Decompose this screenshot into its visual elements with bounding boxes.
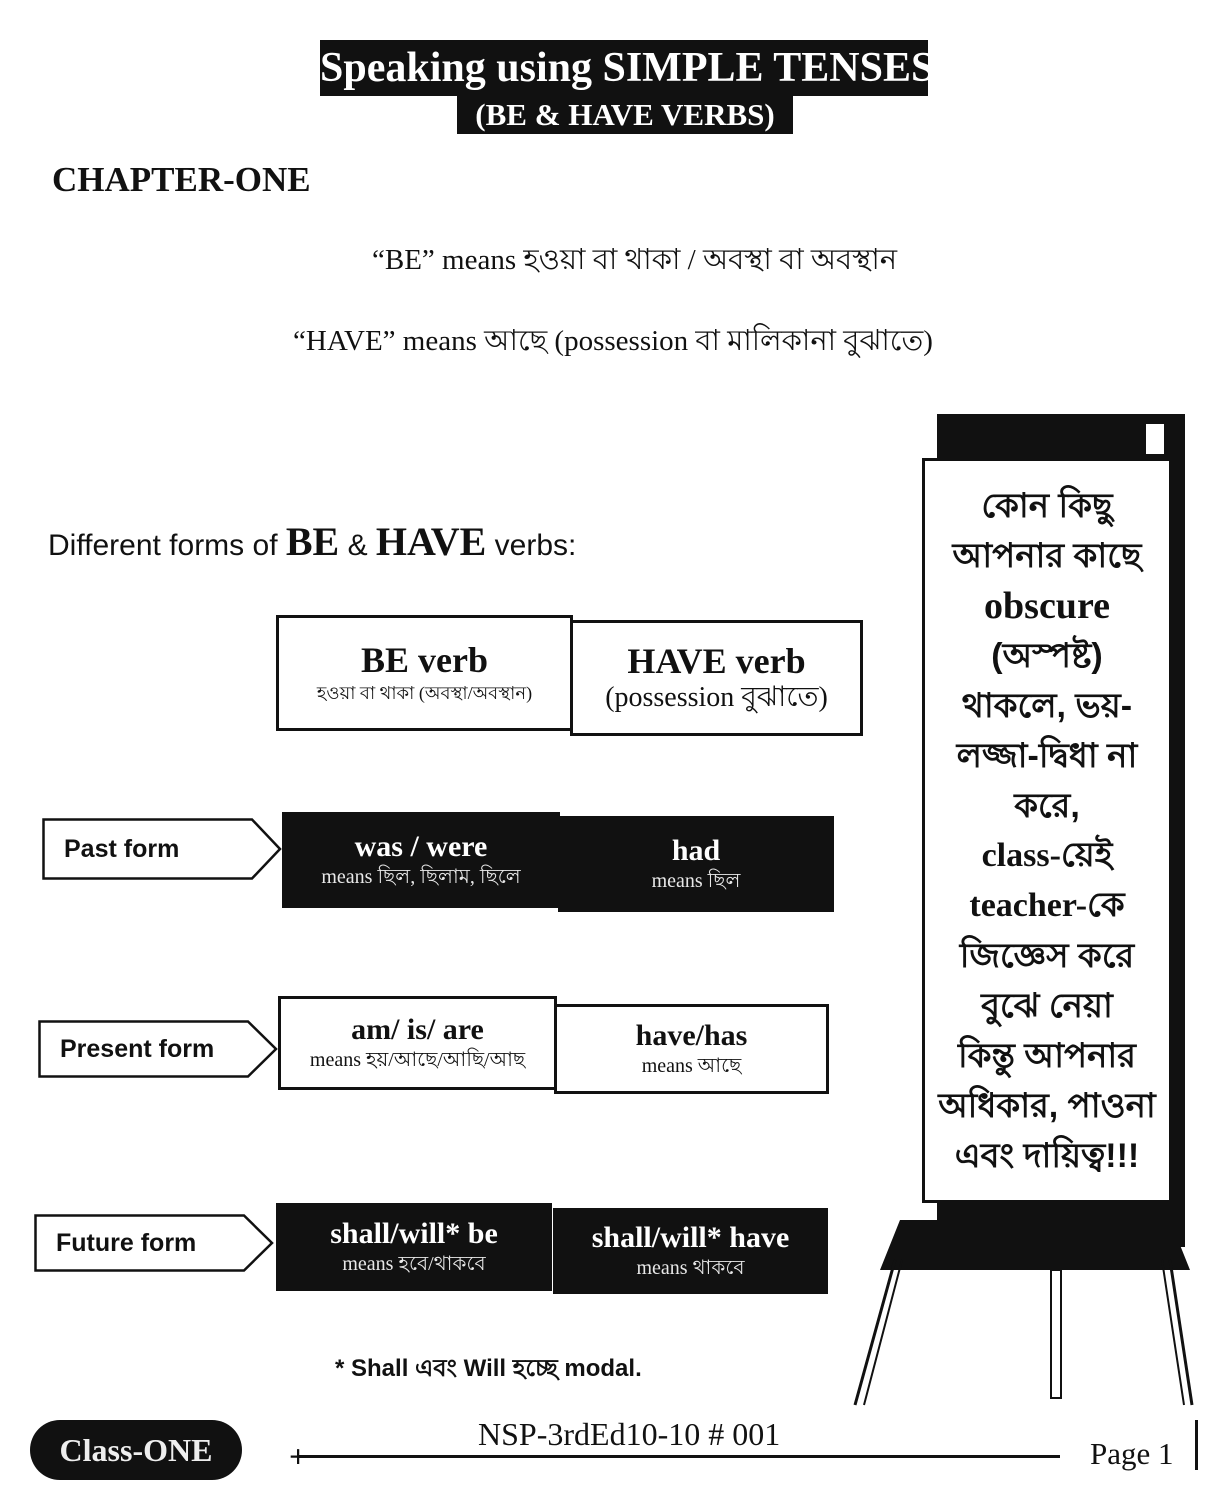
board-line: জিজ্ঞেস করে [959,936,1135,975]
board-line: কোন কিছু [981,486,1113,525]
board-line: (অস্পষ্ট) [991,636,1103,675]
past-have-verb: had [671,834,721,867]
past-have-cell [558,816,834,912]
present-have-meaning: means আছে [641,1055,742,1077]
class-label-badge: Class-ONE [30,1420,242,1480]
board-line: অধিকার, পাওনা [938,1086,1156,1125]
present-have-cell [554,1004,829,1094]
future-have-cell [553,1208,828,1294]
board-line: এবং দায়িত্ব!!! [954,1136,1140,1175]
forms-heading-suffix: verbs: [486,529,577,562]
forms-heading-be: BE [285,519,340,564]
future-be-verb: shall/will* be [330,1217,498,1250]
past-be-meaning: means ছিল, ছিলাম, ছিলে [321,866,521,888]
be-verb-header [276,615,573,731]
have-verb-header-sub: (possession বুঝাতে) [605,682,828,713]
page-subtitle: (BE & HAVE VERBS) [457,96,793,134]
board-line: class-য়েই [981,836,1113,874]
present-be-verb: am/ is/ are [351,1013,484,1046]
board-line: করে, [1014,786,1080,825]
page-number: Page 1 [1090,1436,1174,1471]
have-verb-header [570,620,863,736]
flipchart-text [927,481,1167,1181]
present-be-meaning: means হয়/আছে/আছি/আছ [309,1049,526,1071]
be-meaning: “BE” means হওয়া বা থাকা / অবস্থা বা অবস্থান [372,244,898,276]
past-have-meaning: means ছিল [651,870,741,892]
board-line: থাকলে, ভয়- [961,686,1133,725]
board-line: আপনার কাছে [952,536,1142,575]
modal-note: * Shall এবং Will হচ্ছে modal. [335,1355,642,1382]
past-be-verb: was / were [354,830,488,863]
future-have-verb: shall/will* have [591,1221,790,1254]
flipchart-board [922,458,1172,1203]
forms-heading-amp: & [339,529,376,562]
present-form-label [38,1020,278,1078]
page-title: Speaking using SIMPLE TENSES [320,40,928,96]
footer-edge-mark [1195,1420,1198,1470]
be-verb-header-sub: হওয়া বা থাকা (অবস্থা/অবস্থান) [316,683,533,703]
footer-divider [298,1455,1060,1458]
board-line: বুঝে নেয়া [981,986,1113,1025]
past-be-cell [282,812,560,908]
forms-heading [48,518,576,565]
future-be-meaning: means হবে/থাকবে [342,1253,486,1275]
present-have-verb: have/has [635,1019,748,1052]
board-line: কিন্তু আপনার [958,1036,1136,1075]
future-have-meaning: means থাকবে [636,1257,745,1279]
be-verb-header-title: BE verb [360,640,488,680]
plus-icon: + [289,1438,308,1474]
have-verb-header-title: HAVE verb [627,641,806,681]
forms-heading-prefix: Different forms of [48,529,286,562]
board-line: লজ্জা-দ্বিধা না [956,736,1138,775]
board-line: teacher-কে [969,886,1125,924]
have-meaning: “HAVE” means আছে (possession বা মালিকানা বুঝাতে) [293,325,933,357]
present-be-cell [278,996,557,1090]
document-code: NSP-3rdEd10-10 # 001 [478,1416,781,1452]
chapter-heading: CHAPTER-ONE [52,160,311,199]
past-form-text: Past form [64,834,180,863]
future-form-text: Future form [56,1228,197,1257]
forms-heading-have: HAVE [375,519,487,564]
future-form-label [34,1214,274,1272]
flipchart-clip-icon [1146,424,1164,454]
future-be-cell [276,1203,552,1291]
present-form-text: Present form [60,1034,215,1063]
past-form-label [42,818,282,880]
board-line: obscure [984,584,1110,627]
